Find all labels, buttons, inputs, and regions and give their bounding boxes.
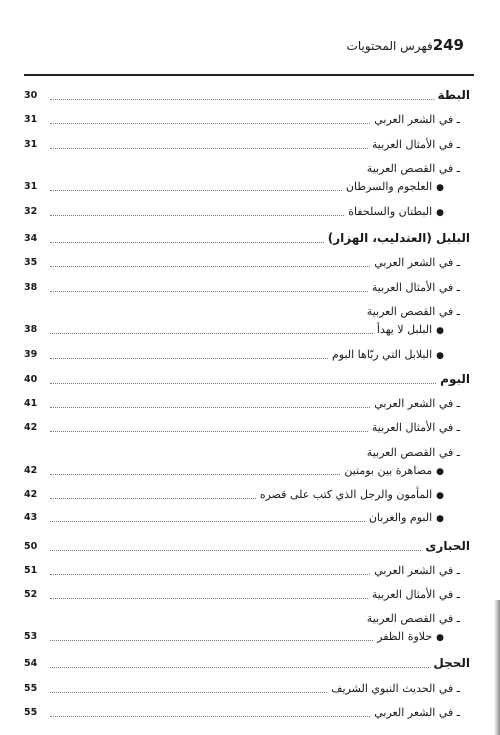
toc-entry: [24, 585, 470, 603]
entry-text: الحجل: [433, 656, 470, 670]
bullet-icon: ●: [436, 350, 444, 361]
toc-entry: [24, 561, 470, 579]
entry-page-number: 43: [24, 511, 38, 523]
entry-page-number: 54: [24, 657, 38, 669]
entry-text: البوم والغربان: [368, 510, 433, 524]
dot-leader: [50, 550, 421, 551]
toc-heading: [24, 370, 470, 388]
dot-leader: [50, 716, 370, 717]
entry-label: [348, 205, 470, 218]
entry-text: ـ في الأمثال العربية: [371, 280, 460, 294]
entry-text: ـ في القصص العربية: [366, 445, 460, 459]
entry-text: البلبل (العندليب، الهزار): [327, 231, 470, 245]
entry-text: المأمون والرجل الذي كتب على قصره: [259, 487, 433, 501]
dot-leader: [50, 358, 328, 359]
toc-entry: [24, 609, 470, 627]
entry-label: [367, 446, 470, 459]
dot-leader: [50, 692, 327, 693]
dot-leader: [50, 598, 368, 599]
entry-label: [346, 180, 470, 193]
entry-page-number: 42: [24, 464, 38, 476]
entry-page-number: 55: [24, 682, 38, 694]
entry-page-number: 41: [24, 397, 38, 409]
entry-page-number: 50: [24, 540, 38, 552]
entry-text: ـ في الشعر العربي: [374, 255, 460, 269]
entry-page-number: 32: [24, 205, 38, 217]
entry-label: [332, 348, 470, 361]
toc-entry: [24, 443, 470, 461]
entry-label: [377, 323, 470, 336]
bullet-icon: ●: [436, 466, 444, 477]
entry-label: [374, 564, 470, 577]
entry-label: [372, 138, 470, 151]
entry-text: البلبل لا يهدأ: [376, 322, 433, 336]
header-rule: [24, 74, 474, 76]
dot-leader: [50, 574, 370, 575]
toc-entry: [24, 461, 470, 479]
toc-entry: [24, 302, 470, 320]
toc-entry: [24, 418, 470, 436]
bullet-icon: ●: [436, 182, 444, 193]
entry-label: [372, 588, 470, 601]
entry-label: [328, 231, 470, 245]
entry-label: [369, 511, 470, 524]
dot-leader: [50, 407, 370, 408]
toc-heading: [24, 654, 470, 672]
entry-page-number: 31: [24, 138, 38, 150]
toc-entry: [24, 320, 470, 338]
entry-label: [425, 539, 470, 553]
dot-leader: [50, 498, 256, 499]
bullet-icon: ●: [436, 207, 444, 218]
page-title: فهرس المحتويات: [346, 39, 433, 53]
entry-text: ـ في الأمثال العربية: [371, 137, 460, 151]
entry-text: ـ في الأمثال العربية: [371, 587, 460, 601]
entry-page-number: 52: [24, 588, 38, 600]
entry-page-number: 34: [24, 232, 38, 244]
entry-page-number: 55: [24, 706, 38, 718]
page-number: 249: [432, 36, 464, 54]
dot-leader: [50, 123, 370, 124]
dot-leader: [50, 266, 370, 267]
dot-leader: [50, 333, 373, 334]
page-edge-shadow: [494, 600, 500, 735]
entry-text: ـ في القصص العربية: [366, 304, 460, 318]
entry-text: البوم: [440, 372, 470, 386]
entry-text: الحبارى: [425, 539, 470, 553]
toc-entry: [24, 485, 470, 503]
entry-label: [374, 397, 470, 410]
entry-text: مصاهرة بين بومتين: [344, 463, 433, 477]
entry-page-number: 31: [24, 180, 38, 192]
entry-text: ـ في الشعر العربي: [374, 563, 460, 577]
entry-text: ـ في القصص العربية: [366, 161, 460, 175]
toc-entry: [24, 394, 470, 412]
dot-leader: [50, 521, 365, 522]
entry-text: ـ في الأمثال العربية: [371, 420, 460, 434]
toc-entry: [24, 278, 470, 296]
entry-text: البطتان والسلحفاة: [348, 204, 433, 218]
entry-label: [372, 421, 470, 434]
toc-heading: [24, 86, 470, 104]
dot-leader: [50, 474, 340, 475]
entry-text: ـ في الشعر العربي: [374, 396, 460, 410]
entry-page-number: 31: [24, 113, 38, 125]
toc-entry: [24, 135, 470, 153]
entry-text: ـ في القصص العربية: [366, 611, 460, 625]
entry-label: [374, 706, 470, 719]
dot-leader: [50, 640, 373, 641]
toc-entry: [24, 627, 470, 645]
toc-entry: [24, 703, 470, 721]
dot-leader: [50, 242, 324, 243]
entry-label: [367, 162, 470, 175]
entry-page-number: 39: [24, 348, 38, 360]
entry-label: [438, 88, 470, 102]
entry-page-number: 40: [24, 373, 38, 385]
toc-entry: [24, 679, 470, 697]
entry-page-number: 38: [24, 281, 38, 293]
entry-page-number: 30: [24, 89, 38, 101]
toc-heading: [24, 229, 470, 247]
bullet-icon: ●: [436, 632, 444, 643]
entry-label: [374, 113, 470, 126]
entry-text: ـ في الشعر العربي: [374, 705, 460, 719]
entry-label: [374, 256, 470, 269]
dot-leader: [50, 291, 368, 292]
entry-text: العلجوم والسرطان: [345, 179, 433, 193]
toc-entry: [24, 345, 470, 363]
toc-entry: [24, 177, 470, 195]
dot-leader: [50, 99, 434, 100]
dot-leader: [50, 667, 429, 668]
entry-label: [331, 682, 470, 695]
entry-page-number: 35: [24, 256, 38, 268]
entry-label: [372, 281, 470, 294]
dot-leader: [50, 383, 436, 384]
entry-label: [260, 488, 470, 501]
entry-text: حلاوة الظفر: [377, 629, 433, 643]
running-header: [30, 36, 470, 58]
bullet-icon: ●: [436, 325, 444, 336]
entry-text: البطة: [437, 88, 470, 102]
entry-page-number: 42: [24, 488, 38, 500]
entry-label: [367, 612, 470, 625]
entry-page-number: 38: [24, 323, 38, 335]
bullet-icon: ●: [436, 490, 444, 501]
entry-label: [367, 305, 470, 318]
entry-page-number: 53: [24, 630, 38, 642]
entry-label: [344, 464, 470, 477]
entry-label: [433, 656, 470, 670]
toc-heading: [24, 537, 470, 555]
entry-text: ـ في الشعر العربي: [374, 112, 460, 126]
toc-entry: [24, 159, 470, 177]
entry-text: البلابل التي ربّاها البوم: [331, 347, 433, 361]
dot-leader: [50, 431, 368, 432]
toc-entry: [24, 202, 470, 220]
dot-leader: [50, 215, 344, 216]
bullet-icon: ●: [436, 513, 444, 524]
toc-entry: [24, 253, 470, 271]
dot-leader: [50, 148, 368, 149]
entry-label: [440, 372, 470, 386]
entry-text: ـ في الحديث النبوي الشريف: [331, 681, 460, 695]
dot-leader: [50, 190, 342, 191]
entry-page-number: 42: [24, 421, 38, 433]
toc-entry: [24, 508, 470, 526]
entry-page-number: 51: [24, 564, 38, 576]
toc-entry: [24, 110, 470, 128]
entry-label: [377, 630, 470, 643]
